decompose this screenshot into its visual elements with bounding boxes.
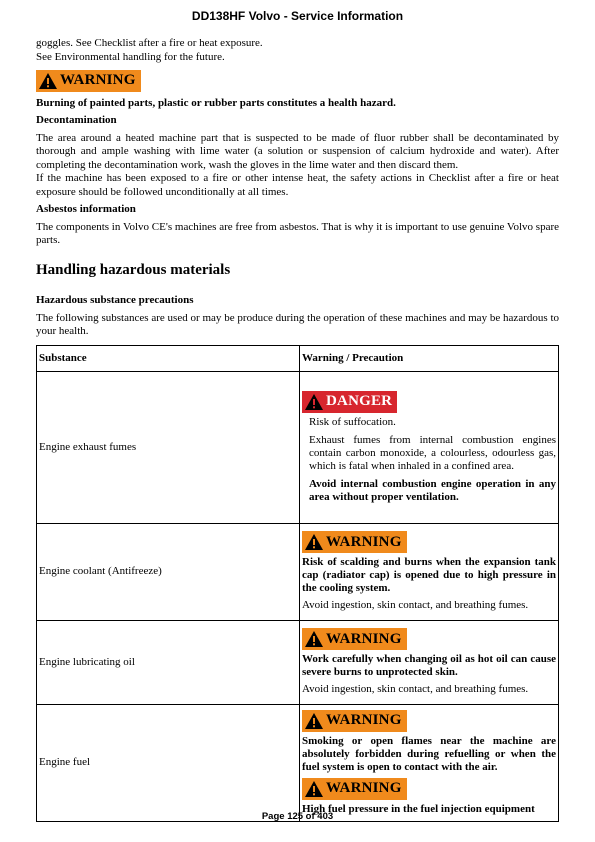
warning-badge [302,628,407,650]
substance-cell: Engine fuel [37,704,300,821]
decontamination-paragraph-2: If the machine has been exposed to a fire or other intense heat, the safety actions in Checklist after a fire or heat exposure should be followed unconditionally at all times. [36,172,559,198]
asbestos-paragraph: The components in Volvo CE's machines are free from asbestos. That is why it is important to use genuine Volvo spare parts. [36,220,559,246]
precaution-line: Work carefully when changing oil as hot oil can cause severe burns to unprotected skin. [302,653,556,678]
asbestos-heading: Asbestos information [36,203,136,215]
warning-label: WARNING [326,780,402,796]
precaution-line: Risk of scalding and burns when the expansion tank cap (radiator cap) is opened due to high pressure in the cooling system. [302,556,556,594]
section-title: Handling hazardous materials [36,261,231,278]
warning-triangle-icon [305,781,323,797]
warning-label: WARNING [60,72,136,89]
table-row [37,371,559,523]
table-row [37,620,559,704]
decontamination-heading: Decontamination [36,114,117,126]
precaution-line: Smoking or open flames near the machine are absolutely forbidden during refuelling or when the fuel system is open to contact with the air. [302,734,556,773]
warning-box [36,70,559,94]
danger-label: DANGER [326,393,393,409]
warning-label: WARNING [326,630,402,647]
precaution-cell [300,620,559,704]
precaution-line: Avoid ingestion, skin contact, and breathing fumes. [302,683,529,695]
precaution-cell [300,371,559,523]
warning-triangle-icon [305,713,323,729]
warning-label: WARNING [326,533,402,550]
header-precaution: Warning / Precaution [300,345,559,371]
warning-badge [36,70,141,92]
warning-triangle-icon [305,534,323,550]
precaution-line: Avoid ingestion, skin contact, and breathing fumes. [302,599,529,611]
precautions-heading: Hazardous substance precautions [36,294,194,306]
table-header-row [37,345,559,371]
precaution-line: Risk of suffocation. [309,415,396,428]
precaution-line: Avoid internal combustion engine operation in any area without proper ventilation. [309,477,556,503]
intro-line-1: goggles. See Checklist after a fire or heat exposure. [36,37,263,49]
precaution-line: High fuel pressure in the fuel injection equipment [302,802,535,815]
table-row [37,704,559,821]
warning-badge [302,710,407,732]
page-footer: Page 125 of 403 [261,811,334,822]
warning-triangle-icon [305,631,323,647]
decontamination-paragraph-1: The area around a heated machine part that is suspected to be made of fluor rubber shall be decontaminated by thorough and ample washing with lime water (a solution or suspension of calcium hydroxide and water). After completing the decontamination work, wash the gloves in the lime water and then discard them. [36,131,559,171]
burning-warning-text: Burning of painted parts, plastic or rubber parts constitutes a health hazard. [36,96,396,109]
precaution-line: Exhaust fumes from internal combustion engines contain carbon monoxide, a colourless, odourless gas, which is fatal when inhaled in a confined area. [309,433,556,472]
header-substance: Substance [37,345,300,371]
precaution-cell [300,523,559,620]
danger-badge [302,391,397,413]
precaution-cell [300,704,559,821]
precautions-paragraph: The following substances are used or may be produce during the operation of these machines and may be hazardous to your health. [36,311,559,337]
page-content [36,37,559,822]
substance-cell: Engine coolant (Antifreeze) [37,523,300,620]
warning-triangle-icon [39,73,57,89]
warning-triangle-icon [305,394,323,410]
substance-cell: Engine exhaust fumes [37,371,300,523]
page-header: DD138HF Volvo - Service Information [191,9,404,23]
warning-badge [302,531,407,553]
warning-label: WARNING [326,712,402,728]
intro-line-2: See Environmental handling for the future. [36,50,225,63]
substance-cell: Engine lubricating oil [37,620,300,704]
table-row [37,523,559,620]
hazard-table [36,345,559,822]
warning-badge [302,778,407,800]
